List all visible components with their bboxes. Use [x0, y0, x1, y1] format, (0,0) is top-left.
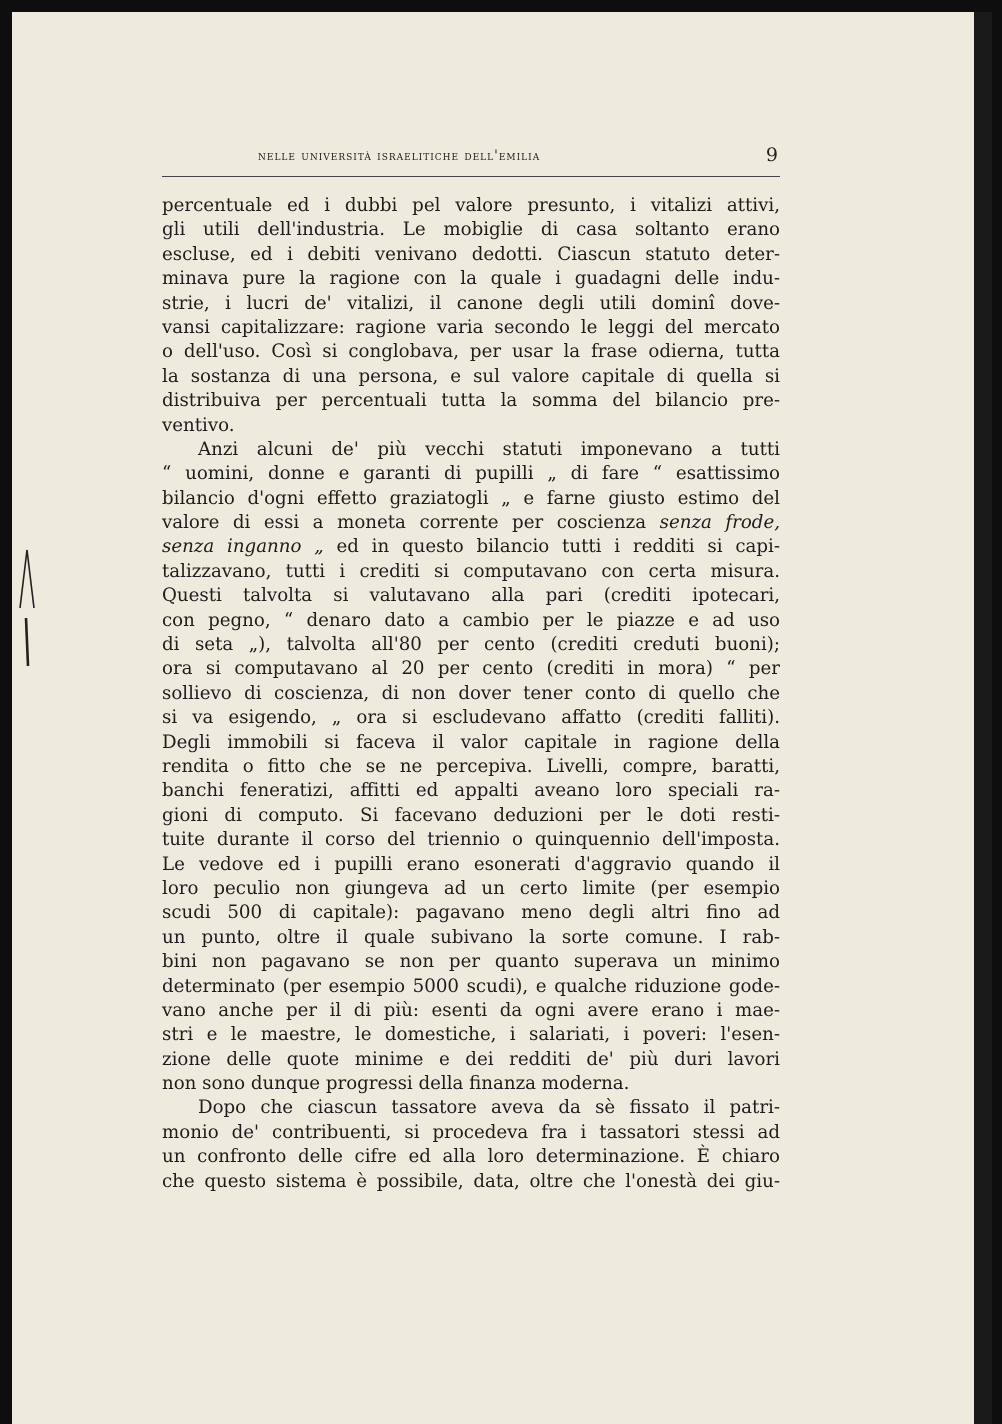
header-rule: [162, 176, 780, 177]
text-line: non sono dunque progressi della finanza moderna.: [162, 1073, 630, 1095]
text-line: zione delle quote minime e dei redditi de' più duri lavori: [162, 1048, 780, 1070]
text-line: gioni di computo. Si facevano deduzioni per le doti resti-: [162, 804, 780, 826]
text-line: stri e le maestre, le domestiche, i salariati, i poveri: l'esen-: [162, 1024, 780, 1046]
text-line: bilancio d'ogni effetto graziatogli „ e farne giusto estimo del: [162, 487, 780, 509]
text-line: la sostanza di una persona, e sul valore capitale di quella si: [162, 365, 780, 387]
body-text: [162, 194, 780, 1194]
text-line: Le vedove ed i pupilli erano esonerati d'aggravio quando il: [162, 853, 780, 875]
text-line: talizzavano, tutti i crediti si computavano con certa misura.: [162, 560, 780, 582]
text-line: vansi capitalizzare: ragione varia secondo le leggi del mercato: [162, 316, 780, 338]
text-line: di seta „), talvolta all'80 per cento (crediti creduti buoni);: [162, 634, 780, 656]
text-line: gli utili dell'industria. Le mobiglie di casa soltanto erano: [162, 219, 780, 241]
text-line: tuite durante il corso del triennio o quinquennio dell'imposta.: [162, 829, 780, 851]
margin-pencil-mark: [14, 548, 50, 668]
page-edge-shadow: [974, 12, 992, 1424]
text-line: banchi feneratizi, affitti ed appalti aveano loro speciali ra-: [162, 780, 780, 802]
text-line: percentuale ed i dubbi pel valore presunto, i vitalizi attivi,: [162, 195, 780, 216]
text-line: Dopo che ciascun tassatore aveva da sè fissato il patri-: [198, 1097, 780, 1119]
text-line: un punto, oltre il quale subivano la sorte comune. I rab-: [162, 926, 780, 948]
text-line: Degli immobili si faceva il valor capitale in ragione della: [162, 731, 780, 753]
text-line: vano anche per il di più: esenti da ogni avere erano i mae-: [162, 999, 780, 1021]
text-segment: ed in questo bilancio tutti i redditi si capi-: [336, 536, 780, 558]
text-line: sollievo di coscienza, di non dover tener conto di quello che: [162, 682, 780, 704]
text-line: strie, i lucri de' vitalizi, il canone degli utili dominî dove-: [162, 292, 780, 314]
text-segment: valore di essi a moneta corrente per coscienza: [162, 512, 647, 534]
text-line: un confronto delle cifre ed alla loro determinazione. È chiaro: [162, 1146, 780, 1168]
text-line: si va esigendo, „ ora si escludevano affatto (crediti falliti).: [162, 707, 780, 729]
running-header: [162, 146, 780, 170]
text-line: Anzi alcuni de' più vecchi statuti imponevano a tutti: [198, 438, 780, 460]
text-line: minava pure la ragione con la quale i guadagni delle indu-: [162, 268, 780, 290]
italic-phrase: senza frode,: [659, 512, 780, 534]
text-line: che questo sistema è possibile, data, oltre che l'onestà dei giu-: [162, 1170, 780, 1192]
page-number: 9: [765, 144, 778, 166]
text-line: loro peculio non giungeva ad un certo limite (per esempio: [162, 877, 780, 899]
text-line: rendita o fitto che se ne percepiva. Livelli, compre, baratti,: [162, 755, 780, 777]
text-line: escluse, ed i debiti venivano dedotti. Ciascun statuto deter-: [162, 243, 780, 265]
text-line: determinato (per esempio 5000 scudi), e qualche riduzione gode-: [162, 975, 780, 997]
text-line-with-italic: [162, 535, 780, 559]
text-line: Questi talvolta si valutavano alla pari (crediti ipotecari,: [162, 585, 780, 607]
text-line: distribuiva per percentuali tutta la somma del bilancio pre-: [162, 390, 780, 412]
running-title: nelle università israelitiche dell'emilia: [258, 148, 541, 164]
text-line: scudi 500 di capitale): pagavano meno degli altri fino ad: [162, 902, 780, 924]
text-line: monio de' contribuenti, si procedeva fra i tassatori stessi ad: [162, 1121, 780, 1143]
text-line: ventivo.: [162, 414, 235, 436]
text-line: “ uomini, donne e garanti di pupilli „ di fare “ esattissimo: [162, 463, 780, 485]
text-line-with-italic: [162, 511, 780, 535]
text-line: ora si computavano al 20 per cento (crediti in mora) “ per: [162, 658, 780, 680]
text-line: o dell'uso. Così si conglobava, per usar la frase odierna, tutta: [162, 341, 780, 363]
italic-phrase: senza inganno „: [162, 536, 324, 558]
text-line: bini non pagavano se non per quanto superava un minimo: [162, 951, 780, 973]
text-line: con pegno, “ denaro dato a cambio per le piazze e ad uso: [162, 609, 780, 631]
